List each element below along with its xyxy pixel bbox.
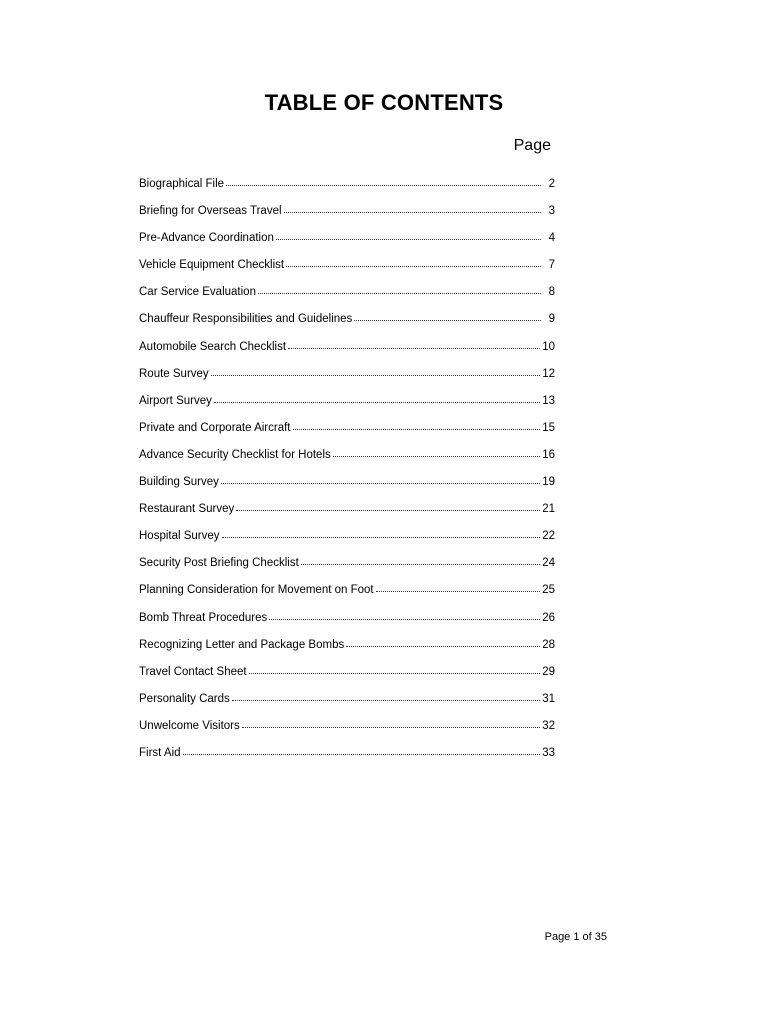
toc-entry-page-number: 13 [542, 394, 555, 407]
table-of-contents [139, 178, 555, 774]
toc-entry-title: Personality Cards [139, 692, 230, 705]
toc-entry-title: Unwelcome Visitors [139, 719, 240, 732]
toc-entry-title: Automobile Search Checklist [139, 340, 287, 353]
document-title: TABLE OF CONTENTS [264, 90, 504, 115]
dot-leader [242, 727, 540, 728]
toc-entry-page-number: 7 [548, 259, 555, 272]
page-column-heading: Page [513, 137, 551, 154]
toc-entry [139, 584, 555, 611]
dot-leader [214, 402, 540, 403]
toc-entry-page-number: 29 [542, 665, 555, 678]
toc-entry [139, 693, 555, 720]
toc-entry-page-number: 8 [548, 286, 555, 299]
toc-entry-title: First Aid [139, 746, 181, 759]
toc-entry [139, 503, 555, 530]
toc-entry [139, 232, 555, 259]
toc-entry-title: Private and Corporate Aircraft [139, 421, 291, 434]
toc-entry-title: Security Post Briefing Checklist [139, 557, 299, 570]
toc-entry [139, 476, 555, 503]
toc-entry-title: Travel Contact Sheet [139, 665, 247, 678]
toc-entry-title: Restaurant Survey [139, 503, 235, 516]
toc-entry-title: Pre-Advance Coordination [139, 232, 274, 245]
page-footer: Page 1 of 35 [544, 931, 607, 943]
toc-entry-page-number: 24 [542, 557, 555, 570]
toc-entry [139, 341, 555, 368]
toc-entry-page-number: 10 [542, 340, 555, 353]
toc-entry-title: Recognizing Letter and Package Bombs [139, 638, 345, 651]
toc-entry-title: Car Service Evaluation [139, 286, 256, 299]
dot-leader [346, 646, 540, 647]
toc-entry-page-number: 32 [542, 719, 555, 732]
toc-entry [139, 422, 555, 449]
toc-entry-page-number: 19 [542, 476, 555, 489]
dot-leader [226, 185, 541, 186]
toc-entry-page-number: 21 [542, 503, 555, 516]
dot-leader [221, 483, 540, 484]
toc-entry [139, 178, 555, 205]
dot-leader [211, 375, 541, 376]
toc-entry-page-number: 25 [542, 584, 555, 597]
dot-leader [236, 510, 540, 511]
toc-entry-title: Airport Survey [139, 394, 212, 407]
toc-entry-page-number: 9 [548, 313, 555, 326]
toc-entry-title: Route Survey [139, 367, 209, 380]
toc-entry [139, 259, 555, 286]
toc-entry-title: Planning Consideration for Movement on Foot [139, 584, 374, 597]
dot-leader [222, 537, 541, 538]
toc-entry [139, 747, 555, 774]
toc-entry-page-number: 4 [548, 232, 555, 245]
toc-entry [139, 557, 555, 584]
dot-leader [183, 754, 541, 755]
toc-entry-page-number: 22 [542, 530, 555, 543]
toc-entry-title: Advance Security Checklist for Hotels [139, 448, 331, 461]
toc-entry-page-number: 28 [542, 638, 555, 651]
dot-leader [276, 239, 541, 240]
toc-entry-page-number: 26 [542, 611, 555, 624]
dot-leader [249, 673, 541, 674]
toc-entry-title: Vehicle Equipment Checklist [139, 259, 285, 272]
toc-entry [139, 368, 555, 395]
toc-entry-page-number: 33 [542, 746, 555, 759]
dot-leader [293, 429, 541, 430]
toc-entry-page-number: 12 [542, 367, 555, 380]
toc-entry [139, 449, 555, 476]
toc-entry-page-number: 16 [542, 448, 555, 461]
toc-entry-title: Briefing for Overseas Travel [139, 205, 282, 218]
toc-entry-page-number: 2 [548, 178, 555, 190]
dot-leader [258, 293, 541, 294]
toc-entry [139, 666, 555, 693]
toc-entry [139, 313, 555, 340]
toc-entry-page-number: 15 [542, 421, 555, 434]
toc-entry [139, 720, 555, 747]
toc-entry-title: Bomb Threat Procedures [139, 611, 268, 624]
dot-leader [269, 619, 540, 620]
dot-leader [286, 266, 541, 267]
toc-entry-title: Hospital Survey [139, 530, 220, 543]
toc-entry-title: Building Survey [139, 476, 219, 489]
toc-entry-page-number: 31 [542, 692, 555, 705]
dot-leader [376, 591, 541, 592]
dot-leader [288, 348, 540, 349]
toc-entry [139, 530, 555, 557]
toc-entry-title: Chauffeur Responsibilities and Guidelines [139, 313, 353, 326]
toc-entry [139, 395, 555, 422]
dot-leader [301, 564, 540, 565]
toc-entry [139, 612, 555, 639]
toc-entry [139, 286, 555, 313]
toc-entry [139, 205, 555, 232]
dot-leader [354, 320, 541, 321]
toc-entry-title: Biographical File [139, 178, 225, 190]
toc-entry-page-number: 3 [548, 205, 555, 218]
dot-leader [333, 456, 540, 457]
toc-entry [139, 639, 555, 666]
dot-leader [232, 700, 540, 701]
dot-leader [284, 212, 541, 213]
